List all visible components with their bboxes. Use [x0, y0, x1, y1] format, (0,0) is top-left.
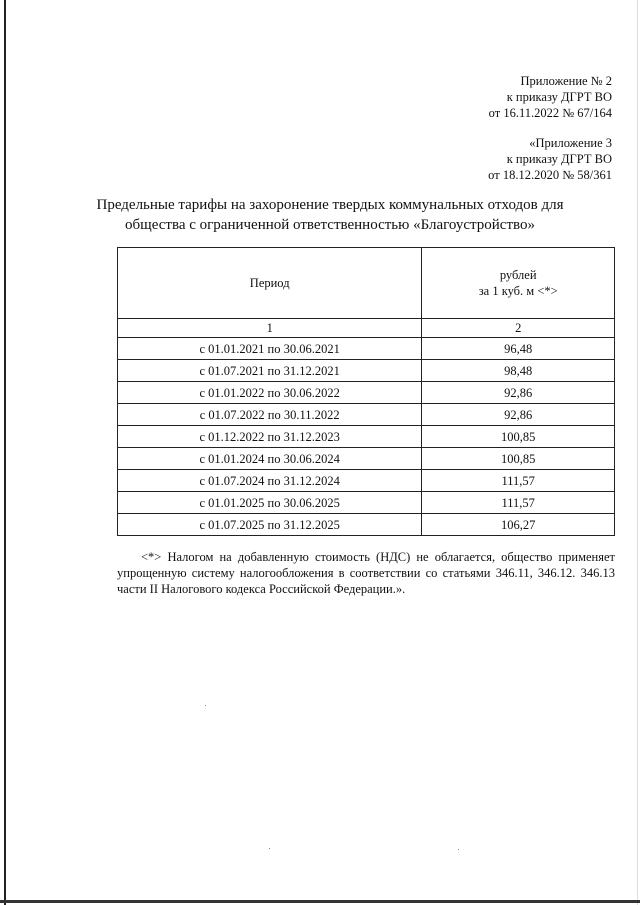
table-row	[118, 360, 615, 382]
period-cell: с 01.07.2025 по 31.12.2025	[118, 514, 422, 536]
table-row	[118, 338, 615, 360]
price-cell: 111,57	[422, 470, 615, 492]
scan-speck	[458, 849, 459, 850]
period-cell: с 01.07.2021 по 31.12.2021	[118, 360, 422, 382]
scan-speck	[205, 705, 206, 706]
header-price	[422, 248, 615, 319]
period-cell: с 01.01.2024 по 30.06.2024	[118, 448, 422, 470]
appendix-original-line1: «Приложение 3	[529, 136, 612, 150]
appendix-original-line2: к приказу ДГРТ ВО	[506, 152, 612, 166]
tariff-table	[117, 247, 615, 536]
scan-edge-right	[637, 0, 638, 905]
document-title-line2: общества с ограниченной ответственностью «Благоустройство»	[125, 217, 535, 233]
appendix-current-line3: от 16.11.2022 № 67/164	[488, 106, 612, 120]
period-cell: с 01.07.2022 по 30.11.2022	[118, 404, 422, 426]
header-price-per-volume: за 1 куб. м <*>	[478, 284, 558, 298]
table-row	[118, 426, 615, 448]
table-row	[118, 492, 615, 514]
table-row	[118, 382, 615, 404]
appendix-current-block	[489, 73, 612, 121]
column-number-1: 1	[118, 319, 422, 338]
price-cell: 100,85	[422, 426, 615, 448]
header-period: Период	[118, 248, 422, 319]
document-title-line1: Предельные тарифы на захоронение твердых коммунальных отходов для	[96, 197, 564, 213]
table-header-row	[118, 248, 615, 319]
appendix-original-block	[488, 135, 612, 183]
price-cell: 106,27	[422, 514, 615, 536]
table-row	[118, 514, 615, 536]
column-number-2: 2	[422, 319, 615, 338]
column-number-row	[118, 319, 615, 338]
period-cell: с 01.12.2022 по 31.12.2023	[118, 426, 422, 448]
period-cell: с 01.01.2021 по 30.06.2021	[118, 338, 422, 360]
document-title	[60, 195, 600, 235]
price-cell: 96,48	[422, 338, 615, 360]
period-cell: с 01.01.2025 по 30.06.2025	[118, 492, 422, 514]
scan-edge-bottom	[0, 900, 640, 903]
period-cell: с 01.01.2022 по 30.06.2022	[118, 382, 422, 404]
price-cell: 92,86	[422, 404, 615, 426]
price-cell: 92,86	[422, 382, 615, 404]
scan-speck	[269, 848, 270, 849]
scan-edge-left	[4, 0, 6, 905]
appendix-original-line3: от 18.12.2020 № 58/361	[488, 168, 612, 182]
footnote: <*> Налогом на добавленную стоимость (НДС) не облагается, общество применяет упрощенную систему налогообложения в соответствии со статьями 346.11, 346.12. 346.13 части II Налогового кодекса Российской Федерации.».	[117, 550, 615, 596]
price-cell: 100,85	[422, 448, 615, 470]
table-row	[118, 448, 615, 470]
table-row	[118, 404, 615, 426]
price-cell: 111,57	[422, 492, 615, 514]
table-row	[118, 470, 615, 492]
header-price-unit: рублей	[499, 268, 537, 282]
period-cell: с 01.07.2024 по 31.12.2024	[118, 470, 422, 492]
price-cell: 98,48	[422, 360, 615, 382]
appendix-current-line2: к приказу ДГРТ ВО	[506, 90, 612, 104]
appendix-current-line1: Приложение № 2	[520, 74, 612, 88]
